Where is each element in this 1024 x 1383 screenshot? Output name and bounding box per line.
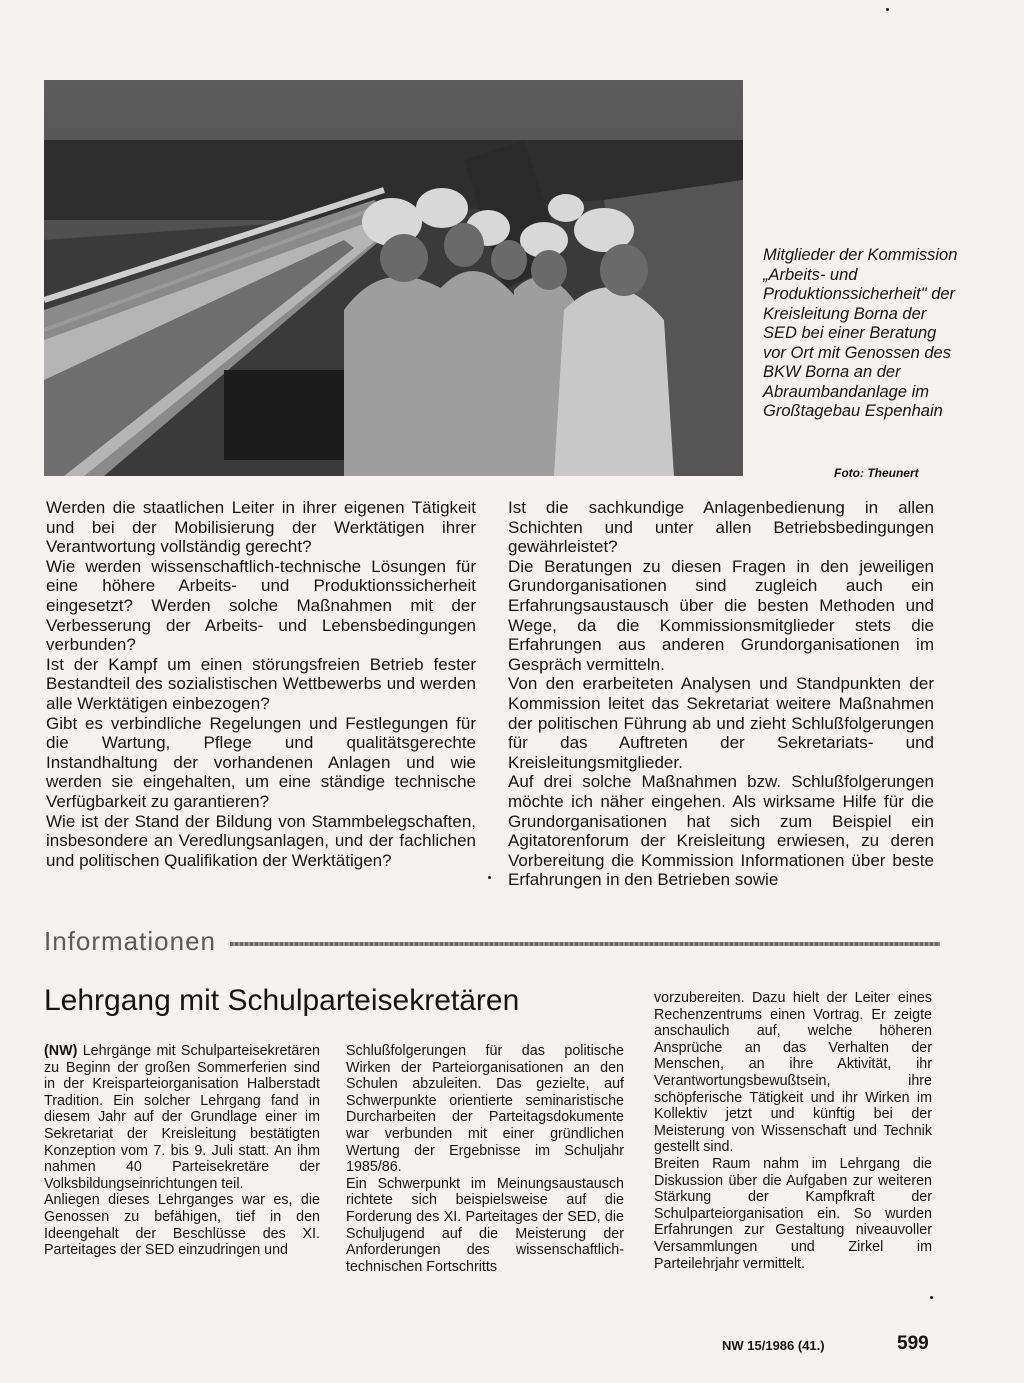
issue-reference: NW 15/1986 (41.) (722, 1338, 825, 1353)
article-column-right (508, 498, 934, 890)
speck (886, 8, 889, 11)
photo-of-workers-in-helmets-icon (44, 80, 743, 476)
speck (488, 876, 491, 879)
paragraph: Ist der Kampf um einen störungsfreien Betrieb fester Bestandteil des sozialistischen Wettbewerbs und werden alle Werktätigen einbezogen? (46, 654, 476, 713)
paragraph: Ist die sachkundige Anlagenbedienung in allen Schichten und unter allen Betriebsbedingungen gewährleistet? (508, 498, 934, 557)
section-divider (230, 942, 940, 946)
paragraph: Wie werden wissenschaftlich-technische Lösungen für eine höhere Arbeits- und Produktionssicherheit eingesetzt? Werden solche Maßnahmen mit der Verbesserung der Arbeits- und Lebensbedingungen verbunden? (46, 556, 476, 655)
paragraph: Wie ist der Stand der Bildung von Stammbelegschaften, insbesondere an Veredlungsanlagen, und der fachlichen und politischen Qualifikation der Werktätigen? (46, 811, 476, 870)
speck (930, 1296, 933, 1299)
paragraph: Auf drei solche Maßnahmen bzw. Schlußfolgerungen möchte ich näher eingehen. Als wirksame Hilfe für die Grundorganisationen hat sich zum Beispiel ein Agitatorenforum der Kreisleitung erwiesen, zu deren Vorbereitung die Kommission Informationen über beste Erfahrungen in den Betrieben sowie (508, 772, 934, 890)
news-column-3 (654, 990, 932, 1272)
photo-caption: Mitglieder der Kommission „Arbeits- und Produktionssicherheit" der Kreisleitung Borna der SED bei einer Beratung vor Ort mit Genossen des BKW Borna an der Abraumbandanlage im Großtagebau Espenhain (763, 246, 958, 420)
agency-tag: (NW) (44, 1043, 78, 1059)
photo-credit: Foto: Theunert (834, 466, 919, 480)
paragraph: Breiten Raum nahm im Lehrgang die Diskussion über die Aufgaben zur weiteren Stärkung der Kampfkraft der Schulparteiorganisation ein. So wurden Erfahrungen zur Gestaltung niveauvoller Versammlungen und Zirkel im Parteilehrjahr vermittelt. (654, 1155, 932, 1272)
paragraph: Werden die staatlichen Leiter in ihrer eigenen Tätigkeit und bei der Mobilisierung der Werktätigen ihrer Verantwortung vollständig gerecht? (46, 498, 476, 557)
section-header (44, 926, 940, 956)
section-label: Informationen (44, 926, 216, 956)
paragraph: Schlußfolgerungen für das politische Wirken der Parteiorganisationen an den Schulen abzuleiten. Das gezielte, auf Schwerpunkte orientierte seminaristische Durcharbeiten der Parteitagsdokumente war verbunden mit einer gründlichen Wertung der Ergebnisse im Schuljahr 1985/86. (346, 1043, 624, 1176)
paragraph: Von den erarbeiteten Analysen und Standpunkten der Kommission leitet das Sekretariat weitere Maßnahmen der politischen Führung ab und zieht Schlußfolgerungen für das Auftreten der Sekretariats- und Kreisleitungsmitglieder. (508, 674, 934, 772)
news-column-1 (44, 1043, 320, 1259)
page-number: 599 (897, 1333, 929, 1354)
paragraph: Anliegen dieses Lehrganges war es, die Genossen zu befähigen, tief in den Ideengehalt der Beschlüsse des XI. Parteitages der SED einzudringen und (44, 1192, 320, 1259)
news-column-2 (346, 1043, 624, 1275)
paragraph: vorzubereiten. Dazu hielt der Leiter eines Rechenzentrums einen Vortrag. Er zeigte anschaulich auf, welche höheren Ansprüche an das Verhalten der Menschen, an ihre Aktivität, ihr Verantwortungsbewußtsein, ihre schöpferische Tätigkeit und ihr Wirken im Kollektiv jetzt und künftig bei der Meisterung von Wissenschaft und Technik gestellt sind. (654, 990, 932, 1156)
paragraph: (NW) Lehrgänge mit Schulparteisekretären zu Beginn der großen Sommerferien sind in der Kreisparteiorganisation Halberstadt Tradition. Ein solcher Lehrgang fand in diesem Jahr auf der Grundlage einer im Sekretariat der Kreisleitung bestätigten Konzeption vom 7. bis 9. Juli statt. An ihm nahmen 40 Parteisekretäre der Volksbildungseinrichtungen teil. (44, 1043, 320, 1192)
article-headline: Lehrgang mit Schulparteisekretären (44, 984, 520, 1017)
paragraph: Die Beratungen zu diesen Fragen in den jeweiligen Grundorganisationen sind zugleich auch ein Erfahrungsaustausch über die besten Methoden und Wege, da die Kommissionsmitglieder stets die Erfahrungen aus anderen Grundorganisationen im Gespräch vermitteln. (508, 556, 934, 674)
paragraph: Ein Schwerpunkt im Meinungsaustausch richtete sich beispielsweise auf die Forderung des XI. Parteitages der SED, die Schuljugend auf die Meisterung der Anforderungen des wissenschaftlich-technischen Fortschritts (346, 1175, 624, 1275)
paragraph: Gibt es verbindliche Regelungen und Festlegungen für die Wartung, Pflege und qualitätsgerechte Instandhaltung der vorhandenen Anlagen und wie werden sie eingehalten, um eine ständige technische Verfügbarkeit zu garantieren? (46, 713, 476, 811)
article-column-left (46, 498, 476, 870)
photo (44, 80, 743, 476)
